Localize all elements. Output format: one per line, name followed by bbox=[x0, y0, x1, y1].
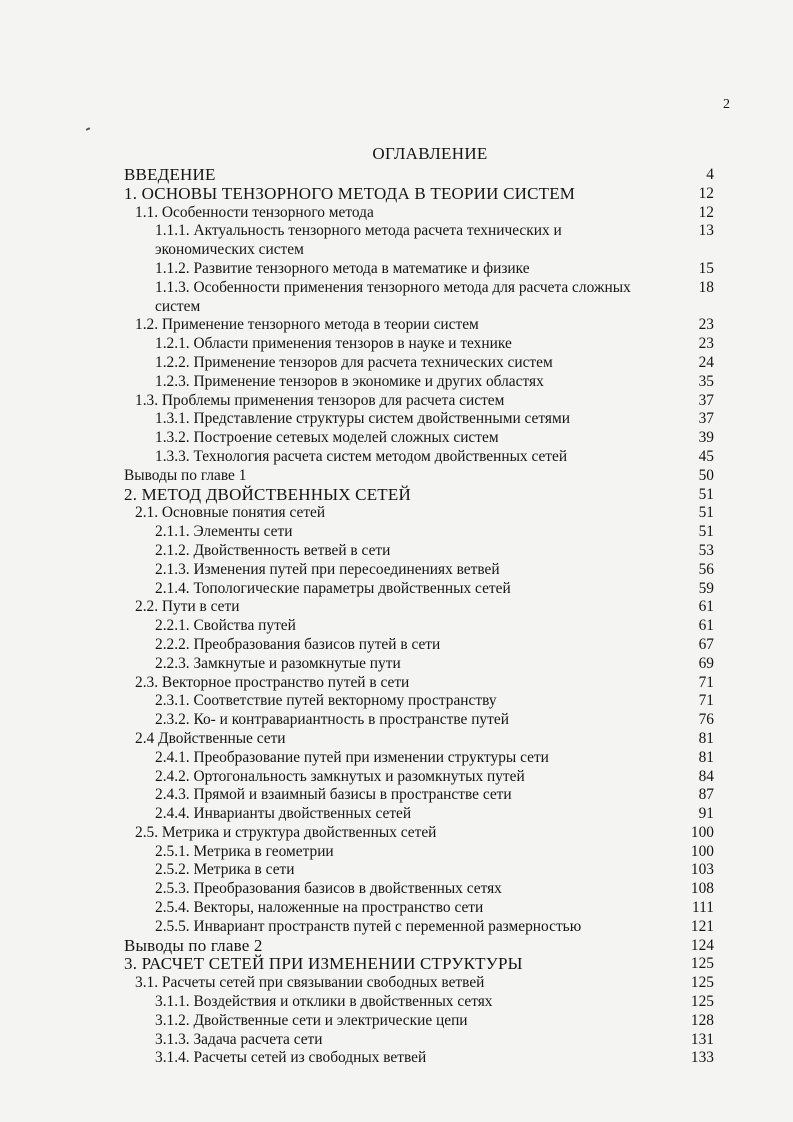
toc-entry bbox=[124, 279, 714, 317]
toc-entry-page: 50 bbox=[698, 466, 714, 484]
toc-entry bbox=[124, 204, 714, 223]
toc-entry-page: 51 bbox=[698, 523, 714, 541]
toc-entry-page: 100 bbox=[690, 823, 714, 841]
toc-entry-page: 35 bbox=[698, 372, 714, 390]
toc-entry-label: 2.1.1. Элементы сети bbox=[155, 523, 293, 541]
toc-entry-label: 2.1.2. Двойственность ветвей в сети bbox=[155, 541, 391, 559]
toc-entry-page: 133 bbox=[690, 1049, 714, 1067]
table-of-contents bbox=[124, 166, 714, 1068]
toc-entry-page: 12 bbox=[698, 203, 714, 221]
toc-entry bbox=[124, 843, 714, 862]
toc-entry bbox=[124, 185, 714, 204]
toc-entry-page: 71 bbox=[698, 692, 714, 710]
toc-entry-page: 81 bbox=[698, 729, 714, 747]
toc-entry-label: 2.1.3. Изменения путей при пересоединениях ветвей bbox=[155, 560, 500, 578]
toc-entry-label: 3.1.4. Расчеты сетей из свободных ветвей bbox=[155, 1049, 427, 1067]
toc-entry-label: 1.2.3. Применение тензоров в экономике и других областях bbox=[155, 372, 544, 390]
toc-entry-page: 124 bbox=[690, 936, 714, 954]
toc-entry-page: 100 bbox=[690, 842, 714, 860]
toc-entry bbox=[124, 617, 714, 636]
toc-entry-page: 61 bbox=[698, 598, 714, 616]
toc-entry-label: 1.3.3. Технология расчета систем методом двойственных сетей bbox=[155, 447, 568, 465]
toc-entry-page: 67 bbox=[698, 635, 714, 653]
toc-entry-page: 45 bbox=[698, 447, 714, 465]
toc-entry-label: Выводы по главе 1 bbox=[124, 466, 247, 484]
toc-entry bbox=[124, 486, 714, 505]
toc-entry bbox=[124, 523, 714, 542]
toc-entry-label: 2.5. Метрика и структура двойственных сетей bbox=[135, 823, 437, 841]
toc-entry-label: 2.2.3. Замкнутые и разомкнутые пути bbox=[155, 654, 401, 672]
toc-entry-label: 2.4.4. Инварианты двойственных сетей bbox=[155, 805, 412, 823]
toc-entry-page: 69 bbox=[698, 654, 714, 672]
toc-entry bbox=[124, 786, 714, 805]
toc-entry-label: 3.1.1. Воздействия и отклики в двойственных сетях bbox=[155, 993, 493, 1011]
toc-entry-label: 1.2.2. Применение тензоров для расчета технических систем bbox=[155, 353, 553, 371]
toc-entry bbox=[124, 504, 714, 523]
toc-entry-page: 84 bbox=[698, 767, 714, 785]
toc-entry-page: 56 bbox=[698, 560, 714, 578]
toc-entry-label: 2.3.1. Соответствие путей векторному пространству bbox=[155, 692, 497, 710]
toc-entry-label: 2.2.1. Свойства путей bbox=[155, 617, 296, 635]
toc-entry-page: 128 bbox=[690, 1011, 714, 1029]
toc-entry-label: Выводы по главе 2 bbox=[124, 935, 263, 955]
toc-entry-page: 24 bbox=[698, 353, 714, 371]
toc-entry-page: 39 bbox=[698, 429, 714, 447]
toc-entry-page: 61 bbox=[698, 617, 714, 635]
toc-entry-label: 3.1. Расчеты сетей при связывании свободных ветвей bbox=[135, 974, 485, 992]
toc-entry-page: 87 bbox=[698, 786, 714, 804]
toc-entry-label: 2.5.5. Инвариант пространств путей с переменной размерностью bbox=[155, 917, 582, 935]
toc-entry bbox=[124, 993, 714, 1012]
toc-entry bbox=[124, 316, 714, 335]
toc-entry bbox=[124, 899, 714, 918]
toc-entry bbox=[124, 636, 714, 655]
toc-entry-label: 3.1.2. Двойственные сети и электрические цепи bbox=[155, 1011, 468, 1029]
toc-entry bbox=[124, 260, 714, 279]
toc-entry bbox=[124, 392, 714, 411]
toc-entry-page: 71 bbox=[698, 673, 714, 691]
toc-entry bbox=[124, 674, 714, 693]
toc-entry bbox=[124, 974, 714, 993]
toc-entry bbox=[124, 880, 714, 899]
toc-entry-page: 111 bbox=[692, 899, 714, 917]
toc-entry-label: 3.1.3. Задача расчета сети bbox=[155, 1030, 323, 1048]
toc-title: ОГЛАВЛЕНИЕ bbox=[372, 144, 488, 163]
toc-entry bbox=[124, 222, 714, 260]
toc-entry bbox=[124, 410, 714, 429]
toc-entry bbox=[124, 937, 714, 956]
toc-entry-label: 2.4 Двойственные сети bbox=[135, 729, 286, 747]
toc-entry-label: 3. РАСЧЕТ СЕТЕЙ ПРИ ИЗМЕНЕНИИ СТРУКТУРЫ bbox=[124, 954, 523, 974]
toc-entry bbox=[124, 580, 714, 599]
toc-entry-label: 1.1.2. Развитие тензорного метода в математике и физике bbox=[155, 259, 530, 277]
toc-entry-page: 37 bbox=[698, 391, 714, 409]
toc-entry bbox=[124, 692, 714, 711]
toc-entry-page: 37 bbox=[698, 410, 714, 428]
toc-entry bbox=[124, 166, 714, 185]
toc-entry bbox=[124, 598, 714, 617]
toc-entry-label: 1.3.1. Представление структуры систем двойственными сетями bbox=[155, 410, 570, 428]
toc-entry-page: 108 bbox=[690, 880, 714, 898]
toc-entry bbox=[124, 467, 714, 486]
toc-entry bbox=[124, 955, 714, 974]
toc-entry bbox=[124, 335, 714, 354]
toc-entry-label: 2.4.2. Ортогональность замкнутых и разомкнутых путей bbox=[155, 767, 525, 785]
toc-entry-page: 125 bbox=[690, 955, 714, 973]
toc-entry bbox=[124, 561, 714, 580]
toc-entry-label: 1.1.3. Особенности применения тензорного метода для расчета сложных систем bbox=[155, 278, 631, 315]
toc-entry-page: 59 bbox=[698, 579, 714, 597]
toc-entry bbox=[124, 824, 714, 843]
toc-entry-label: 2.5.2. Метрика в сети bbox=[155, 861, 295, 879]
toc-entry-label: 1.1.1. Актуальность тензорного метода расчета технических и экономических систем bbox=[155, 222, 562, 259]
toc-entry-label: 2.1. Основные понятия сетей bbox=[135, 504, 326, 522]
toc-entry-label: 1.3. Проблемы применения тензоров для расчета систем bbox=[135, 391, 505, 409]
toc-entry-page: 23 bbox=[698, 335, 714, 353]
toc-entry-label: 1.2. Применение тензорного метода в теории систем bbox=[135, 316, 479, 334]
toc-entry bbox=[124, 429, 714, 448]
toc-entry bbox=[124, 768, 714, 787]
toc-entry-label: 2.5.4. Векторы, наложенные на пространство сети bbox=[155, 899, 484, 917]
toc-entry-label: 2.4.3. Прямой и взаимный базисы в пространстве сети bbox=[155, 786, 512, 804]
page-number: 2 bbox=[723, 97, 730, 112]
toc-entry-page: 51 bbox=[698, 485, 714, 503]
toc-entry-page: 91 bbox=[698, 805, 714, 823]
toc-entry-page: 15 bbox=[698, 259, 714, 277]
toc-entry-page: 125 bbox=[690, 974, 714, 992]
toc-entry-label: 2.4.1. Преобразование путей при изменении структуры сети bbox=[155, 748, 549, 766]
toc-entry-label: 2.5.3. Преобразования базисов в двойственных сетях bbox=[155, 880, 502, 898]
toc-entry-page: 76 bbox=[698, 711, 714, 729]
toc-entry-label: 2.5.1. Метрика в геометрии bbox=[155, 842, 334, 860]
toc-entry bbox=[124, 918, 714, 937]
scan-mark bbox=[86, 127, 90, 131]
toc-entry-page: 13 bbox=[698, 222, 714, 240]
toc-entry-page: 103 bbox=[690, 861, 714, 879]
toc-entry bbox=[124, 354, 714, 373]
toc-entry-label: 1.2.1. Области применения тензоров в науке и технике bbox=[155, 335, 512, 353]
toc-entry-page: 12 bbox=[698, 184, 714, 202]
toc-entry bbox=[124, 655, 714, 674]
toc-entry-page: 131 bbox=[690, 1030, 714, 1048]
toc-entry-label: 2.2. Пути в сети bbox=[135, 598, 240, 616]
toc-entry-page: 125 bbox=[690, 993, 714, 1011]
toc-entry bbox=[124, 1031, 714, 1050]
toc-entry-page: 51 bbox=[698, 504, 714, 522]
toc-entry-label: 1. ОСНОВЫ ТЕНЗОРНОГО МЕТОДА В ТЕОРИИ СИСТЕМ bbox=[124, 183, 576, 203]
toc-entry bbox=[124, 711, 714, 730]
toc-entry-page: 23 bbox=[698, 316, 714, 334]
toc-entry-label: 2.1.4. Топологические параметры двойственных сетей bbox=[155, 579, 511, 597]
toc-entry bbox=[124, 448, 714, 467]
toc-entry-label: 2.2.2. Преобразования базисов путей в сети bbox=[155, 635, 441, 653]
toc-entry bbox=[124, 542, 714, 561]
toc-entry-page: 121 bbox=[690, 917, 714, 935]
toc-entry bbox=[124, 861, 714, 880]
toc-entry-label: ВВЕДЕНИЕ bbox=[124, 165, 216, 184]
toc-entry bbox=[124, 373, 714, 392]
toc-entry-label: 1.3.2. Построение сетевых моделей сложных систем bbox=[155, 429, 499, 447]
toc-entry bbox=[124, 1012, 714, 1031]
toc-entry-label: 2. МЕТОД ДВОЙСТВЕННЫХ СЕТЕЙ bbox=[124, 484, 411, 504]
toc-entry bbox=[124, 749, 714, 768]
toc-entry-page: 4 bbox=[706, 166, 714, 183]
toc-entry bbox=[124, 1049, 714, 1068]
toc-entry-label: 1.1. Особенности тензорного метода bbox=[135, 203, 374, 221]
toc-entry-label: 2.3. Векторное пространство путей в сети bbox=[135, 673, 410, 691]
toc-entry bbox=[124, 805, 714, 824]
toc-entry-page: 81 bbox=[698, 748, 714, 766]
toc-entry-page: 53 bbox=[698, 541, 714, 559]
toc-entry-page: 18 bbox=[698, 278, 714, 296]
toc-entry-label: 2.3.2. Ко- и контравариантность в пространстве путей bbox=[155, 711, 509, 729]
toc-entry bbox=[124, 730, 714, 749]
